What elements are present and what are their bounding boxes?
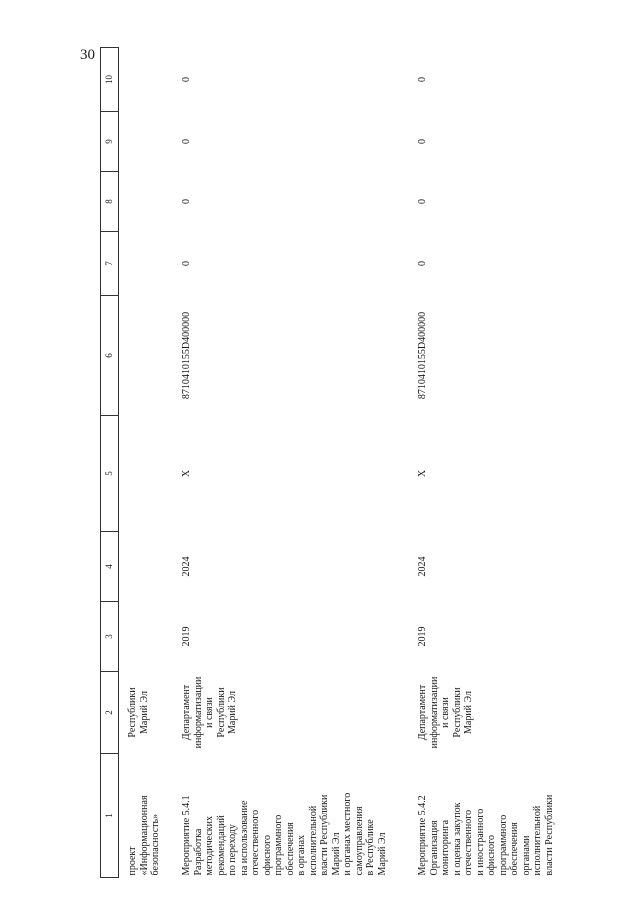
activity-name-cell: Мероприятие 5.4.1 Разработка методических рекомендаций по переходу на использование отечественного офисного программного обеспечения в органах исполнительной власти Республики Марий Эл и органах местного самоуправления в Республике Марий Эл bbox=[181, 792, 388, 876]
header-cell: 4 bbox=[101, 532, 119, 602]
start-year-cell bbox=[119, 602, 176, 672]
value-cell bbox=[119, 112, 176, 172]
table-row bbox=[411, 48, 577, 878]
value-cell bbox=[119, 172, 176, 232]
value-cell: 0 bbox=[417, 199, 428, 204]
end-year-cell bbox=[119, 532, 176, 602]
end-year-cell: 2024 bbox=[181, 556, 192, 577]
start-year-cell: 2019 bbox=[417, 626, 428, 647]
activity-name-cell: проект «Информационная безопасность» bbox=[127, 795, 161, 876]
col5-cell bbox=[119, 416, 176, 532]
header-cell: 10 bbox=[101, 48, 119, 112]
activity-name-cell: Мероприятие 5.4.2 Организация мониторинга и оценка закупок отечественного и иностранного офисного программного обеспечения органами исполнительной власти Республики bbox=[417, 794, 555, 876]
executor-cell: Республики Марий Эл bbox=[127, 687, 150, 738]
table-row bbox=[175, 48, 411, 878]
header-cell: 6 bbox=[101, 296, 119, 416]
header-cell: 2 bbox=[101, 672, 119, 754]
value-cell: 0 bbox=[417, 77, 428, 82]
value-cell: 0 bbox=[181, 199, 192, 204]
header-cell: 7 bbox=[101, 232, 119, 296]
header-cell: 8 bbox=[101, 172, 119, 232]
page-number: 30 bbox=[80, 47, 95, 63]
header-cell: 3 bbox=[101, 602, 119, 672]
value-cell bbox=[119, 48, 176, 112]
rotated-table-sheet bbox=[100, 48, 570, 878]
value-cell: 0 bbox=[417, 261, 428, 266]
budget-code-cell: 8710410155D400000 bbox=[417, 311, 428, 400]
value-cell: 0 bbox=[181, 77, 192, 82]
budget-code-cell: 8710410155D400000 bbox=[181, 311, 192, 400]
program-activities-table bbox=[100, 47, 577, 878]
executor-cell: Департамент информатизации и связи Республики Марий Эл bbox=[181, 676, 238, 749]
header-cell: 1 bbox=[101, 754, 119, 878]
end-year-cell: 2024 bbox=[417, 556, 428, 577]
budget-code-cell bbox=[119, 296, 176, 416]
value-cell: 0 bbox=[181, 139, 192, 144]
col5-cell: Х bbox=[181, 469, 192, 478]
header-cell: 5 bbox=[101, 416, 119, 532]
header-cell: 9 bbox=[101, 112, 119, 172]
value-cell bbox=[119, 232, 176, 296]
col5-cell: Х bbox=[417, 469, 428, 478]
table-row bbox=[119, 48, 176, 878]
executor-cell: Департамент информатизации и связи Республики Марий Эл bbox=[417, 676, 474, 749]
start-year-cell: 2019 bbox=[181, 626, 192, 647]
value-cell: 0 bbox=[181, 261, 192, 266]
value-cell: 0 bbox=[417, 139, 428, 144]
header-row bbox=[101, 48, 119, 878]
